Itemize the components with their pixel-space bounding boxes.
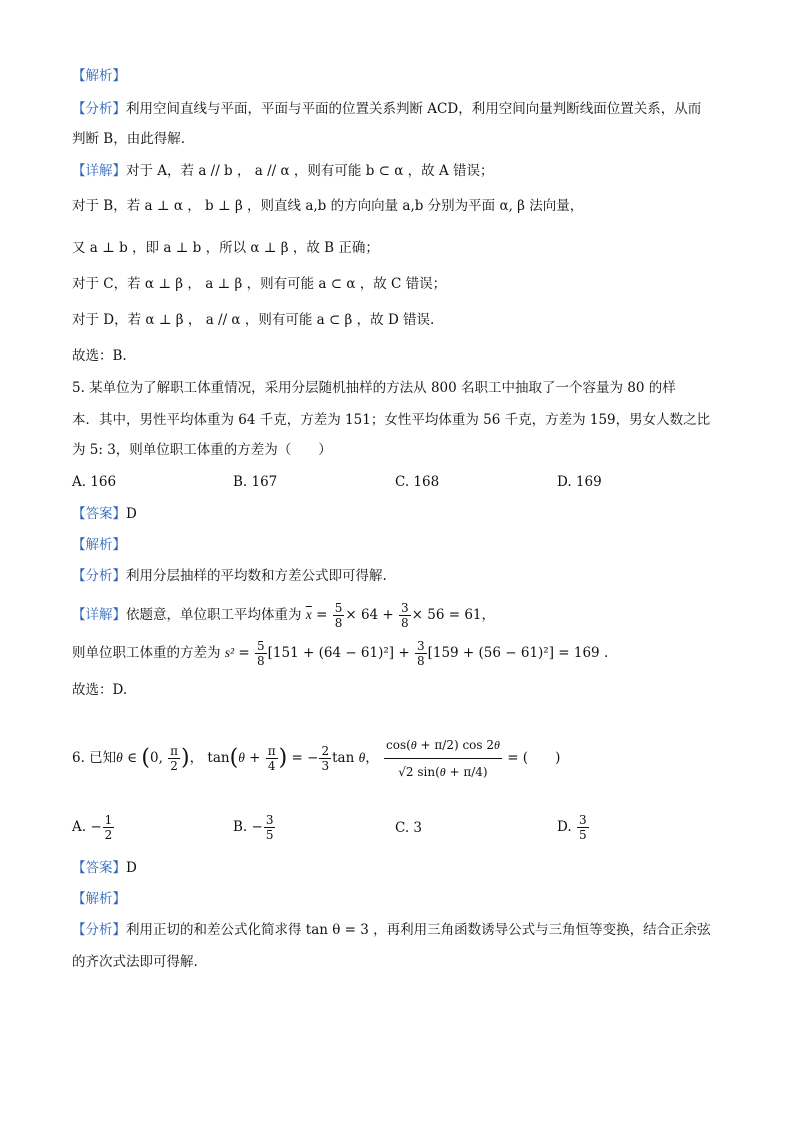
q6-option-b: B. − $\frac{3}{5}$ [233, 813, 274, 842]
q6-option-a: A. − $\frac{1}{2}$ [72, 813, 113, 842]
q6-fenxi-tag: 【分析】 [72, 922, 126, 938]
q4-xiangjie-a [72, 161, 494, 181]
q6-option-c: C. 3 [395, 820, 423, 836]
q4-d-line: 对于 D，若 α ⊥ β ， a // α ，则有可能 a ⊂ β ，故 D 错误. [72, 312, 435, 328]
q5-mean-symbol: $\overline{x}$ [305, 607, 312, 622]
q6-stem-prefix: 6. 已知 [72, 750, 117, 766]
q5-var-symbol: s² [224, 645, 235, 660]
q4-xiangjie-tag: 【详解】 [72, 163, 126, 179]
q4-jiexi-label: 【解析】 [72, 68, 126, 84]
q5-mean-formula: × 64 + [345, 607, 399, 623]
q5-var-frac-3-8: $\frac{3}{8}$ [416, 639, 425, 668]
q6-daan: D [126, 860, 137, 876]
q6-stem-tail: = ( ) [507, 750, 561, 766]
q4-fenxi-tag: 【分析】 [72, 101, 126, 117]
q5-daan-tag: 【答案】 [72, 506, 126, 522]
q4-fenxi-text-1: 利用空间直线与平面，平面与平面的位置关系判断 ACD，利用空间向量判断线面位置关系，从而 [126, 101, 702, 117]
q5-answer-line [72, 504, 137, 524]
q5-option-d: D. 169 [557, 474, 602, 490]
q5-var-prefix: 则单位职工体重的方差为 [72, 645, 221, 661]
q5-jiexi-label: 【解析】 [72, 537, 126, 553]
q6-fenxi-line-1 [72, 920, 711, 940]
q4-c-line: 对于 C，若 α ⊥ β ， a ⊥ β ，则有可能 a ⊂ α ，故 C 错误； [72, 276, 447, 292]
q6-daan-tag: 【答案】 [72, 860, 126, 876]
q5-var-frac-5-8: $\frac{5}{8}$ [257, 639, 265, 668]
q6-option-d-label: D. [557, 819, 572, 835]
q6-frac-2-3: $\frac{2}{3}$ [321, 744, 330, 773]
q5-fenxi-text: 利用分层抽样的平均数和方差公式即可得解. [126, 568, 387, 584]
q6-option-d: D. $\frac{3}{5}$ [557, 813, 587, 842]
q6-big-fraction: $\frac{\cos(\theta + \pi/2) \cos 2\theta}{√2 \sin(\theta + \pi/4)}$ [384, 732, 502, 785]
q6-frac-pi-2: $\frac{\pi}{2}$ [170, 744, 179, 773]
q6-option-a-label: A. [72, 819, 87, 835]
q5-mean-prefix: 依题意，单位职工平均体重为 [126, 607, 302, 623]
q5-xiangjie-tag: 【详解】 [72, 607, 126, 623]
q4-a-line: 对于 A，若 a // b ， a // α ，则有可能 b ⊂ α ，故 A 错误； [126, 163, 494, 179]
q5-var-line: 则单位职工体重的方差为 s² = $\frac{5}{8}$ [151 + (64 − 61)²] + $\frac{3}{8}$ [159 + (56 − 61)²] = 169 . [72, 639, 609, 668]
q5-frac-3-8: $\frac{3}{8}$ [401, 601, 409, 630]
q4-fenxi-line-2: 判断 B，由此得解. [72, 131, 186, 147]
q4-b-line: 对于 B，若 a ⊥ α ， b ⊥ β ，则直线 a,b 的方向向量 a,b 分别为平面 α, β 法向量， [72, 198, 584, 214]
q5-var-part1: [151 + (64 − 61)²] + [267, 645, 414, 661]
q5-daan: D [126, 506, 137, 522]
q6-fenxi-line-2: 的齐次式法即可得解. [72, 954, 198, 970]
q6-option-b-label: B. [233, 819, 248, 835]
q4-answer: 故选：B. [72, 348, 127, 364]
q5-answer: 故选：D. [72, 682, 128, 698]
q5-option-c: C. 168 [395, 474, 440, 490]
q6-jiexi-label: 【解析】 [72, 891, 126, 907]
q5-stem-3: 为 5: 3，则单位职工体重的方差为（ ） [72, 442, 332, 458]
q5-fenxi-tag: 【分析】 [72, 568, 126, 584]
q5-option-a: A. 166 [72, 474, 117, 490]
q4-fenxi-line-1 [72, 99, 701, 119]
q5-var-part2: [159 + (56 − 61)²] = 169 . [427, 645, 609, 661]
q6-answer-line [72, 858, 137, 878]
q5-stem-2: 本．其中，男性平均体重为 64 千克，方差为 151；女性平均体重为 56 千克，方差为 159，男女人数之比 [72, 412, 711, 428]
q5-mean-tail: × 56 = 61， [411, 607, 496, 623]
q6-frac-pi-4: $\frac{\pi}{4}$ [267, 744, 276, 773]
q5-option-b: B. 167 [233, 474, 278, 490]
q5-stem-1: 5. 某单位为了解职工体重情况，采用分层随机抽样的方法从 800 名职工中抽取了一个容量为 80 的样 [72, 380, 676, 396]
q6-fenxi-text-1: 利用正切的和差公式化简求得 tan θ = 3 ，再利用三角函数诱导公式与三角恒等变换，结合正余弦 [126, 922, 711, 938]
q6-stem-line: 6. 已知θ ∈ (0, $\frac{\pi}{2}$ )， tan(θ + $\frac{\pi}{4}$ ) = − $\frac{2}{3}$ tan θ， $\frac{\cos(\theta + \pi/2) \cos 2\theta}{√2 \sin(\theta + \pi/4)}$ = ( ) [72, 732, 560, 785]
q5-fenxi-line [72, 566, 387, 586]
q5-mean-line: 【详解】依题意，单位职工平均体重为 $\overline{x}$ = $\frac{5}{8}$ × 64 + $\frac{3}{8}$ × 56 = 61， [72, 601, 496, 630]
q4-b-line-2: 又 a ⊥ b ，即 a ⊥ b ，所以 α ⊥ β ，故 B 正确； [72, 240, 379, 256]
q5-frac-5-8: $\frac{5}{8}$ [334, 601, 343, 630]
